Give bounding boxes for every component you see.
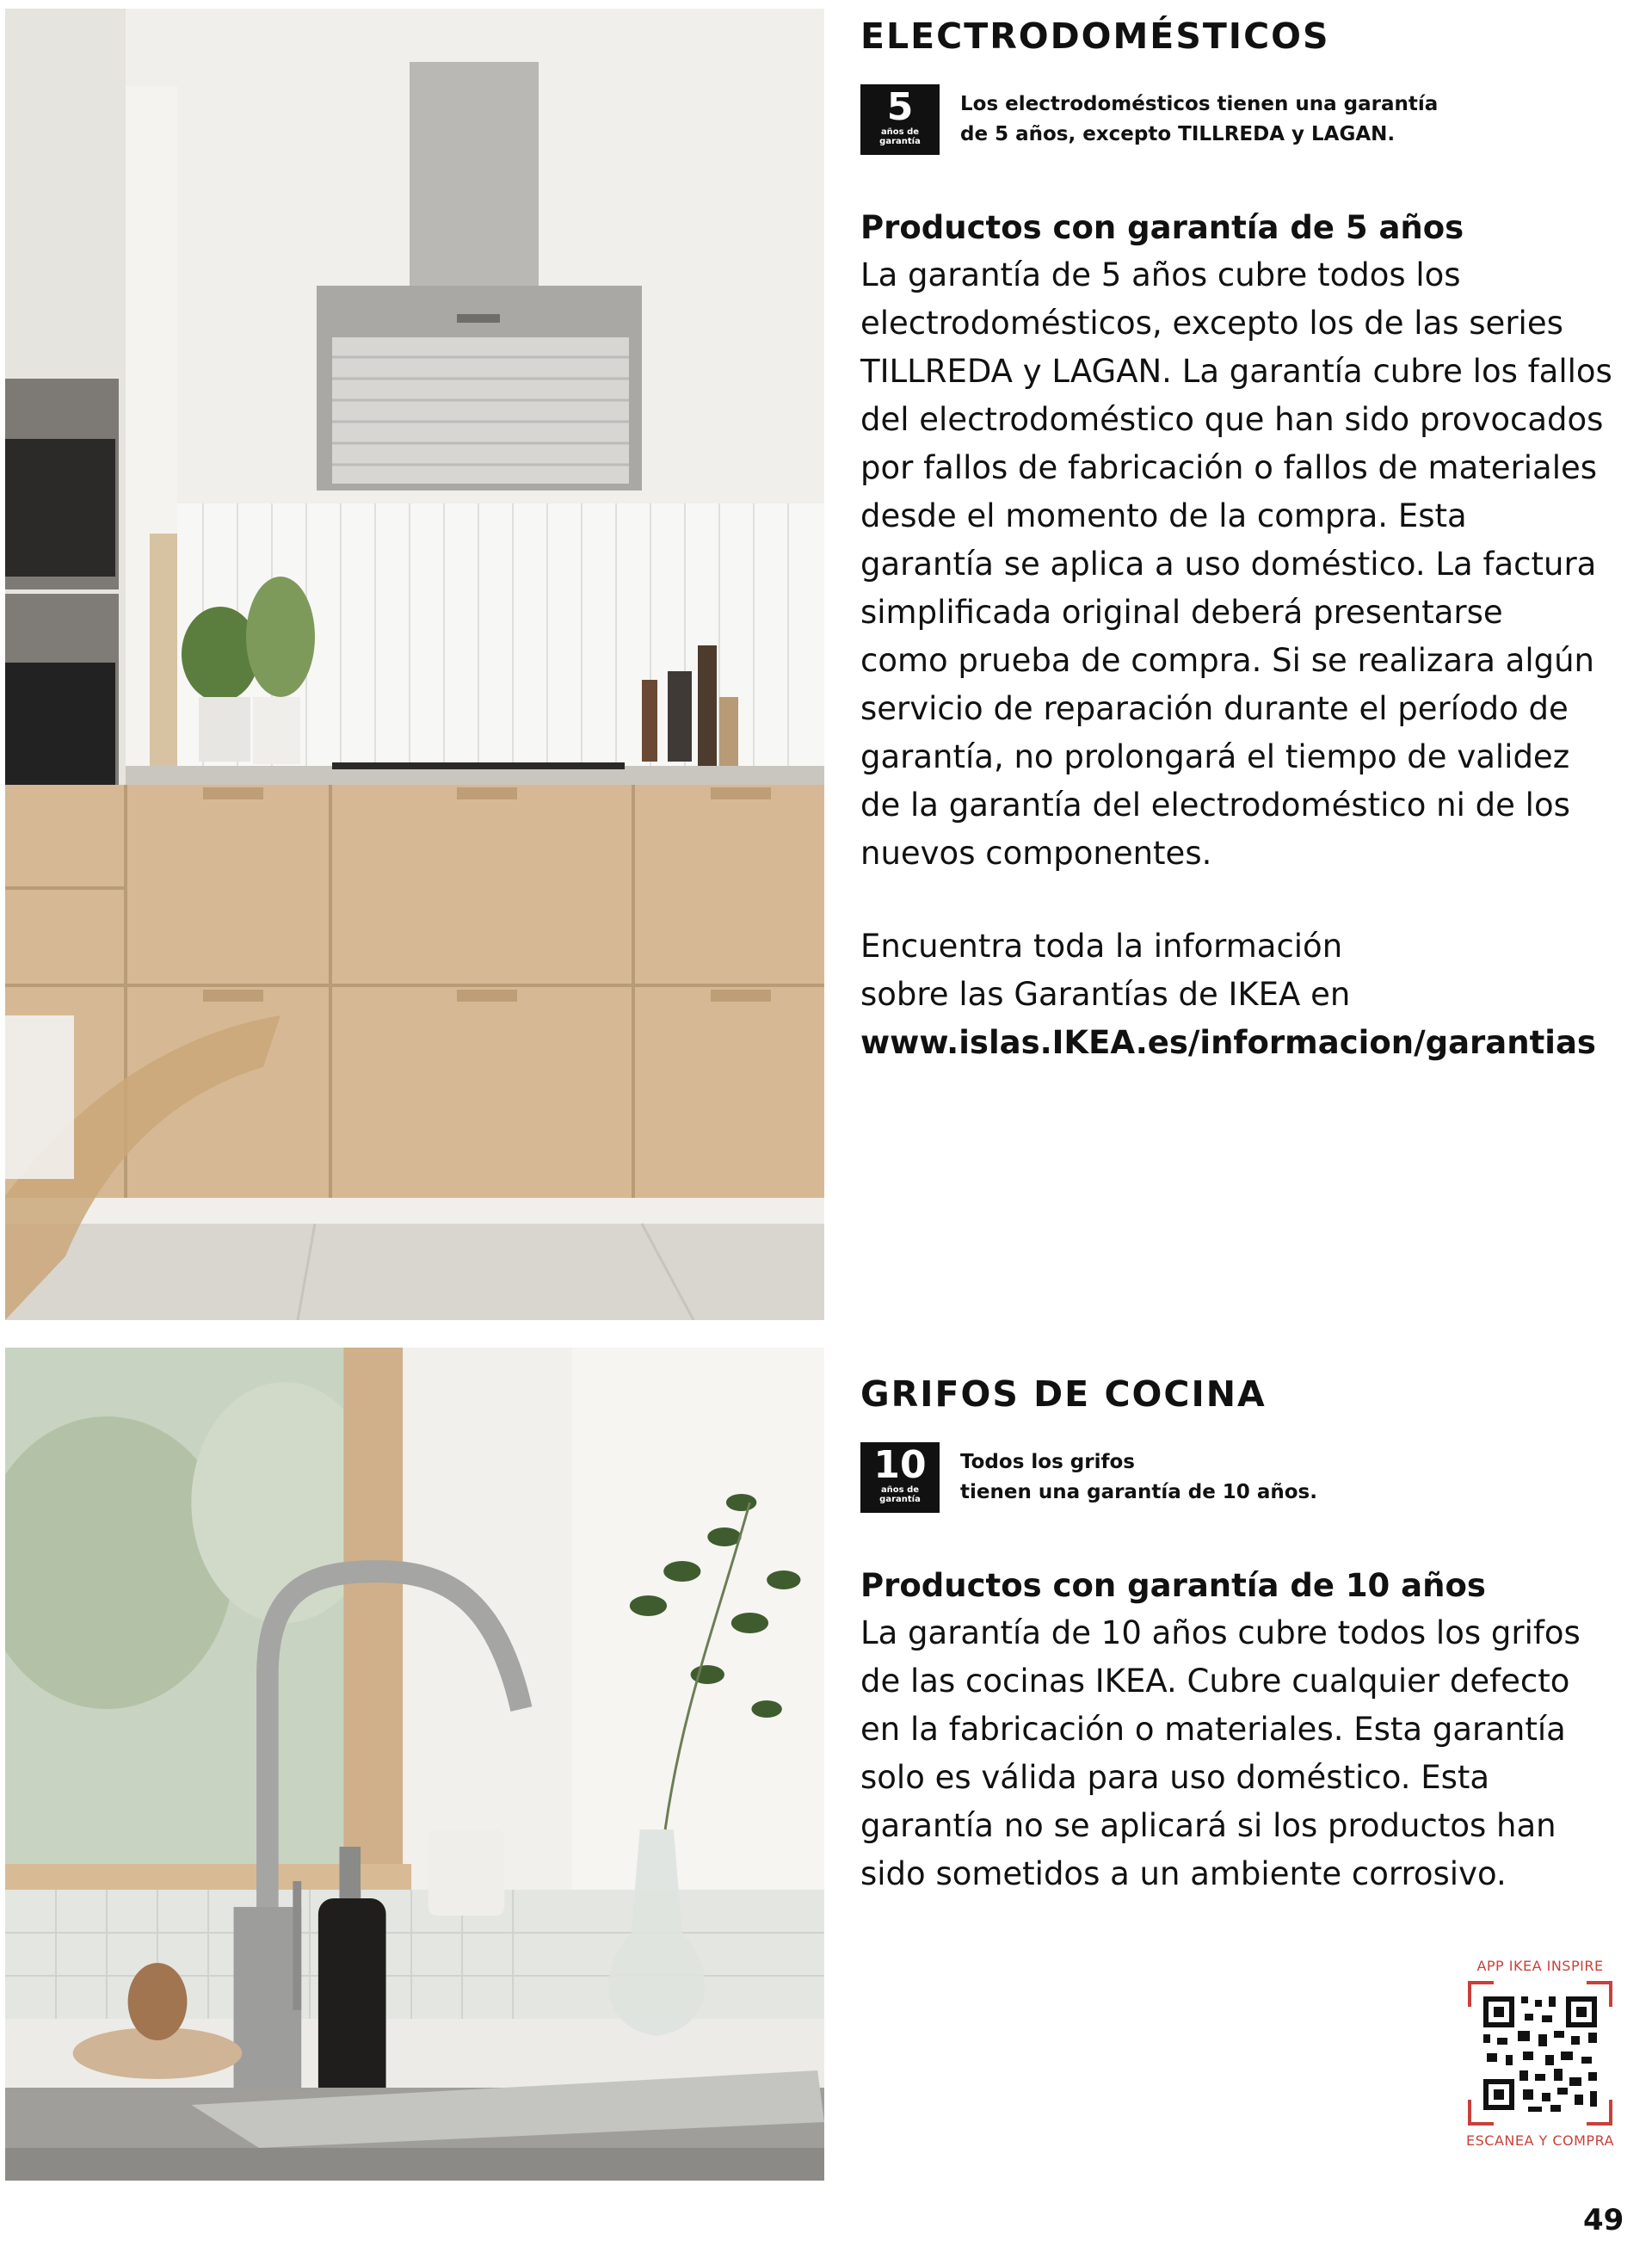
faucets-body — [860, 1609, 1635, 1898]
warranty-5-years-badge — [860, 84, 940, 155]
body-line: La garantía de 5 años cubre todos los — [860, 256, 1461, 293]
faucets-warranty-badge-row — [860, 1442, 1635, 1513]
appliances-subtitle: Productos con garantía de 5 años — [860, 209, 1464, 246]
body-line: TILLREDA y LAGAN. La garantía cubre los fallos — [860, 353, 1612, 390]
badge-number: 5 — [886, 85, 914, 129]
body-line: sido sometidos a un ambiente corrosivo. — [860, 1855, 1507, 1892]
faucets-badge-text — [960, 1447, 1317, 1508]
body-line: del electrodoméstico que han sido provocados — [860, 401, 1604, 438]
body-line: de la garantía del electrodoméstico ni de los — [860, 787, 1570, 824]
badge-number: 10 — [873, 1443, 927, 1487]
info-line: Encuentra toda la información — [860, 928, 1343, 965]
qr-code-block[interactable] — [1463, 1958, 1618, 2149]
badge-caption-line2: garantía — [879, 137, 921, 146]
badge-text-line: tienen una garantía de 10 años. — [960, 1481, 1317, 1503]
body-line: solo es válida para uso doméstico. Esta — [860, 1759, 1490, 1796]
badge-text-line: Los electrodomésticos tienen una garantía — [960, 93, 1439, 115]
body-line: de las cocinas IKEA. Cubre cualquier defecto — [860, 1663, 1570, 1700]
appliances-warranty-badge-row — [860, 84, 1635, 155]
badge-caption-line2: garantía — [879, 1495, 921, 1504]
badge-text-line: de 5 años, excepto TILLREDA y LAGAN. — [960, 123, 1396, 145]
warranty-url-link[interactable]: www.islas.IKEA.es/informacion/garantias — [860, 1024, 1596, 1061]
warranty-info — [860, 922, 1635, 1067]
faucets-section — [860, 1370, 1635, 1898]
body-line: garantía, no prolongará el tiempo de validez — [860, 738, 1570, 775]
kitchen-faucet-photo — [5, 1348, 824, 2181]
body-line: La garantía de 10 años cubre todos los grifos — [860, 1614, 1581, 1651]
page-number: 49 — [1583, 2203, 1624, 2237]
kitchen-hood-photo — [5, 9, 824, 1320]
qr-code-icon[interactable] — [1468, 1981, 1612, 2126]
appliances-title: ELECTRODOMÉSTICOS — [860, 15, 1330, 57]
faucets-subtitle: Productos con garantía de 10 años — [860, 1567, 1486, 1604]
badge-caption-line1: años de — [880, 127, 920, 137]
body-line: simplificada original deberá presentarse — [860, 594, 1503, 631]
appliances-body — [860, 251, 1635, 878]
appliances-badge-text — [960, 89, 1438, 150]
body-line: electrodomésticos, excepto los de las series — [860, 305, 1563, 342]
body-line: servicio de reparación durante el período de — [860, 690, 1569, 727]
info-line: sobre las Garantías de IKEA en — [860, 976, 1351, 1013]
body-line: desde el momento de la compra. Esta — [860, 497, 1467, 534]
body-line: como prueba de compra. Si se realizara algún — [860, 642, 1594, 679]
qr-bottom-label: ESCANEA Y COMPRA — [1466, 2132, 1614, 2149]
body-line: en la fabricación o materiales. Esta garantía — [860, 1711, 1566, 1748]
faucets-title: GRIFOS DE COCINA — [860, 1373, 1267, 1415]
badge-text-line: Todos los grifos — [960, 1451, 1135, 1473]
body-line: por fallos de fabricación o fallos de materiales — [860, 449, 1598, 486]
warranty-10-years-badge — [860, 1442, 940, 1513]
body-line: nuevos componentes. — [860, 835, 1212, 872]
qr-top-label: APP IKEA INSPIRE — [1476, 1958, 1604, 1974]
body-line: garantía se aplica a uso doméstico. La factura — [860, 546, 1597, 583]
body-line: garantía no se aplicará si los productos han — [860, 1807, 1556, 1844]
badge-caption-line1: años de — [880, 1485, 920, 1495]
appliances-section — [860, 12, 1635, 1067]
